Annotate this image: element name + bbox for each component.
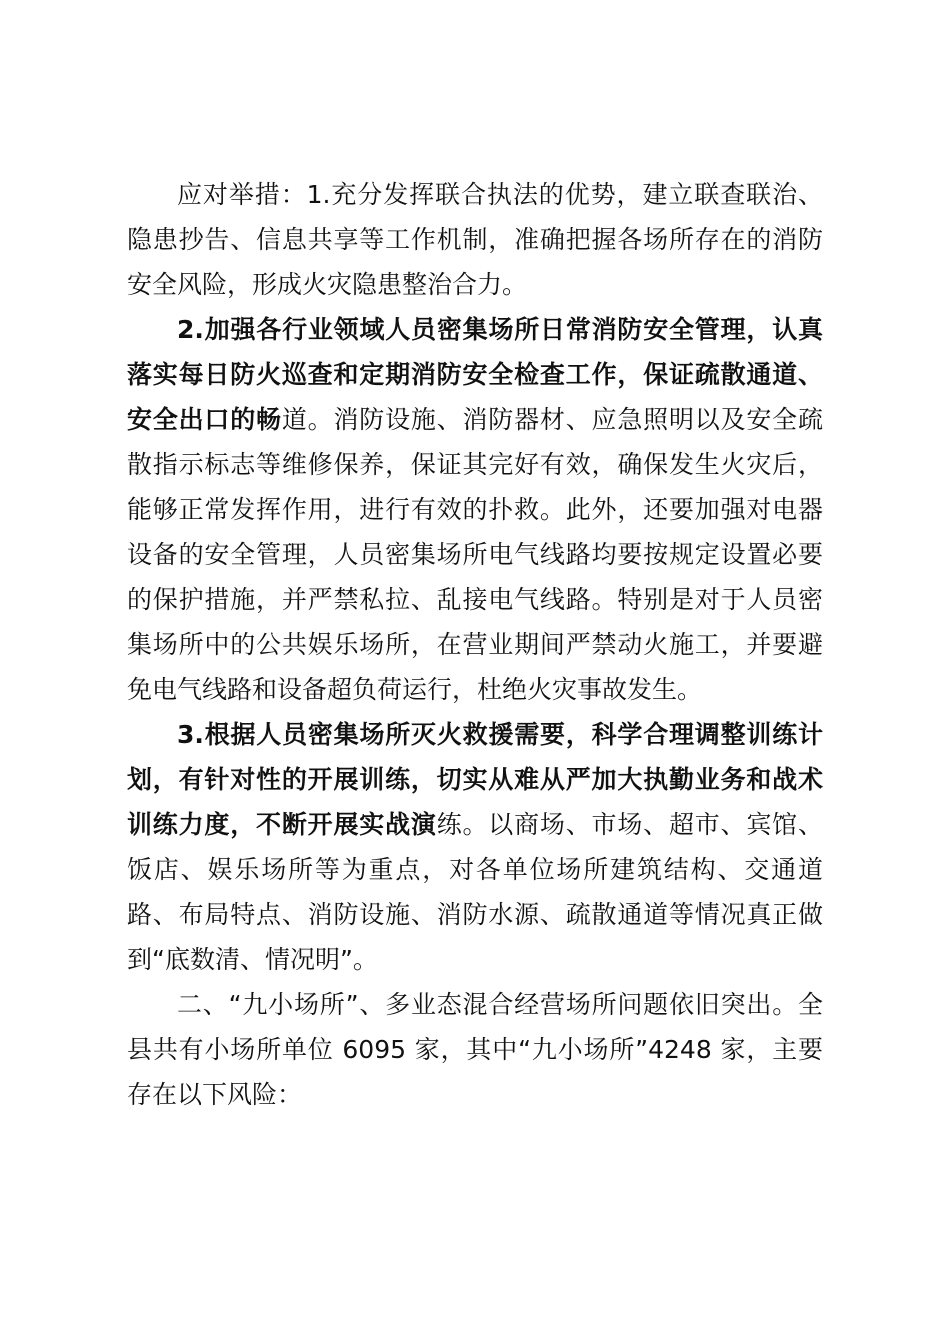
paragraph-measure-2 — [127, 307, 823, 712]
paragraph-text: 二、“九小场所”、多业态混合经营场所问题依旧突出。全县共有小场所单位 6095 家，其中“九小场所”4248 家，主要存在以下风险： — [127, 990, 823, 1109]
paragraph-text: 练。以商场、市场、超市、宾馆、饭店、娱乐场所等为重点，对各单位场所建筑结构、交通道路、布局特点、消防设施、消防水源、疏散通道等情况真正做到“底数清、情况明”。 — [127, 810, 823, 974]
paragraph-measure-3 — [127, 712, 823, 982]
paragraph-countermeasures — [127, 172, 823, 307]
paragraph-bold-lead: 3.根据人员密集场所灭火救援需要，科学合理调整训练计划，有针对性的开展训练，切实从难从严加大执勤业务和战术训练力度，不断开展实战演 — [127, 720, 823, 839]
paragraph-text: 道。消防设施、消防器材、应急照明以及安全疏散指示标志等维修保养，保证其完好有效，确保发生火灾后，能够正常发挥作用，进行有效的扑救。此外，还要加强对电器设备的安全管理，人员密集场所电气线路均要按规定设置必要的保护措施，并严禁私拉、乱接电气线路。特别是对于人员密集场所中的公共娱乐场所，在营业期间严禁动火施工，并要避免电气线路和设备超负荷运行，杜绝火灾事故发生。 — [127, 405, 823, 704]
paragraph-bold-lead: 2.加强各行业领域人员密集场所日常消防安全管理，认真落实每日防火巡查和定期消防安全检查工作，保证疏散通道、安全出口的畅 — [127, 315, 823, 434]
paragraph-section-two — [127, 982, 823, 1117]
document-body — [127, 172, 823, 1117]
paragraph-text: 应对举措：1.充分发挥联合执法的优势，建立联查联治、隐患抄告、信息共享等工作机制，准确把握各场所存在的消防安全风险，形成火灾隐患整治合力。 — [127, 180, 823, 299]
